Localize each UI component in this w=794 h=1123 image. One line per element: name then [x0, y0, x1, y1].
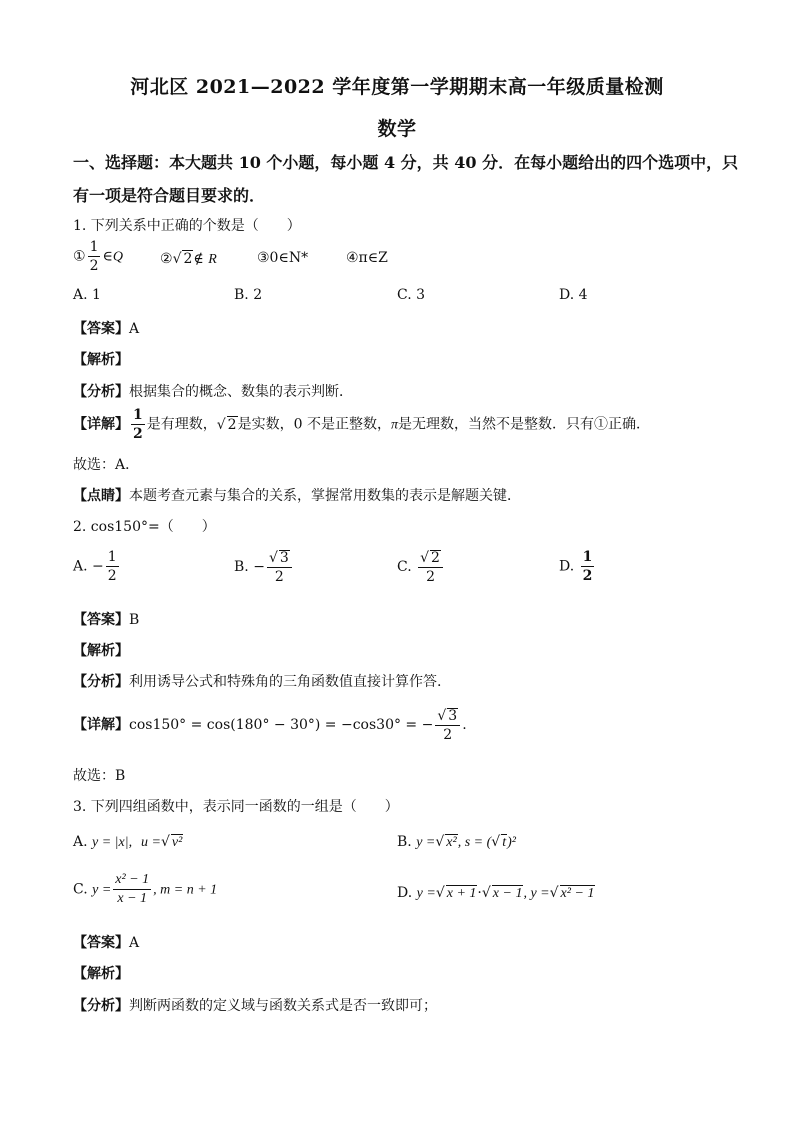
q3-answer [73, 932, 139, 952]
denominator: 2 [426, 569, 435, 585]
fraction [106, 550, 119, 583]
numerator [435, 708, 460, 726]
minus-sign: − [253, 559, 265, 575]
q1-option-c: C. 3 [397, 287, 426, 303]
q2-analysis-tag: 【解析】 [73, 643, 129, 659]
section-heading-line1: 一、选择题：本大题共 10 个小题，每小题 4 分，共 40 分．在每小题给出的四个选项中，只 [73, 153, 739, 172]
pi-symbol: π [390, 417, 398, 433]
radicand: x² − 1 [560, 886, 595, 901]
fraction [581, 550, 595, 583]
sqrt-symbol: √ [172, 251, 182, 267]
q1-answer [73, 318, 139, 338]
q1-fenxi [73, 381, 353, 401]
expr: y = [416, 835, 436, 850]
fraction [88, 240, 101, 273]
radicand: v² [171, 835, 183, 850]
expr: )² [507, 835, 516, 850]
fraction [113, 873, 151, 906]
set-symbol: R [208, 252, 217, 267]
radicand: x² [446, 835, 457, 850]
detail-tag: 【详解】 [73, 717, 129, 733]
q3-fenxi [73, 995, 437, 1015]
numerator: 1 [89, 239, 99, 255]
q2-option-d [559, 550, 596, 583]
q1-comment [73, 485, 521, 505]
q1-statement-4: ④π∈Z [346, 250, 388, 266]
detail-text-a: 是有理数， [146, 416, 217, 433]
answer-tag: 【答案】 [73, 612, 129, 628]
q3-option-d [397, 885, 595, 902]
relation: ∈ [102, 248, 113, 265]
radicand: 3 [279, 550, 289, 566]
q1-stem: 1. 下列关系中正确的个数是（ ） [73, 218, 301, 234]
numerator [418, 550, 443, 568]
option-label: C. [397, 559, 412, 575]
set-symbol: Q [112, 249, 123, 265]
option-label: D. [397, 885, 413, 901]
sqrt-symbol: √ [437, 708, 447, 724]
detail-text-b: 是实数，0 不是正整数， [237, 416, 391, 433]
sqrt-symbol: √ [435, 885, 445, 901]
sqrt-symbol: √ [435, 834, 445, 850]
q2-option-b [234, 550, 294, 584]
dot: · [477, 885, 482, 901]
option-label: D. [559, 558, 575, 575]
fraction [131, 408, 145, 441]
answer-tag: 【答案】 [73, 321, 129, 337]
detail-tag: 【详解】 [73, 416, 129, 433]
answer-value: B [129, 612, 140, 628]
fenxi-tag: 【分析】 [73, 998, 129, 1014]
q1-statement-3: ③0∈N* [257, 250, 309, 266]
answer-value: A [129, 321, 140, 337]
q1-option-b: B. 2 [234, 287, 263, 303]
option-label: A. [73, 558, 88, 575]
answer-tag: 【答案】 [73, 935, 129, 951]
exam-title: 河北区 2021—2022 学年度第一学期期末高一年级质量检测 [130, 76, 664, 98]
detail-expression: cos150° = cos(180° − 30°) = −cos30° = − [129, 717, 434, 733]
q2-option-c [397, 550, 445, 584]
expr: , s = ( [457, 835, 492, 850]
numerator: x² − 1 [113, 873, 151, 890]
option-label: B. [397, 834, 412, 850]
q1-s2-prefix: ② [160, 251, 173, 267]
q2-choose: 故选：B [73, 768, 126, 784]
denominator: 2 [582, 568, 593, 584]
expr: , y = [523, 886, 550, 901]
fenxi-tag: 【分析】 [73, 384, 129, 400]
subject-title: 数学 [377, 118, 417, 140]
q3-option-b [397, 834, 516, 851]
fenxi-text: 判断两函数的定义域与函数关系式是否一致即可； [129, 998, 437, 1014]
sqrt-symbol: √ [420, 550, 430, 566]
sqrt-symbol: √ [160, 834, 170, 850]
fenxi-text: 根据集合的概念、数集的表示判断． [129, 384, 353, 400]
fenxi-text: 利用诱导公式和特殊角的三角函数值直接计算作答. [129, 674, 442, 690]
expr: u = [141, 835, 161, 850]
denominator: 2 [89, 258, 99, 274]
denominator: 2 [274, 569, 284, 585]
fenxi-tag: 【分析】 [73, 674, 129, 690]
relation: ∉ [193, 251, 204, 267]
radicand: x + 1 [446, 886, 477, 901]
fraction [435, 708, 460, 742]
comment-tag: 【点睛】 [73, 488, 129, 504]
sqrt-symbol: √ [216, 416, 226, 433]
sqrt-symbol: √ [268, 550, 278, 566]
sqrt-symbol: √ [491, 834, 501, 850]
numerator: 1 [582, 549, 593, 565]
fraction [267, 550, 292, 584]
numerator: 1 [133, 407, 143, 423]
q1-option-d: D. 4 [559, 287, 588, 303]
q1-statement-2 [160, 250, 217, 268]
expr: y = [92, 882, 112, 898]
q1-statement-1 [73, 240, 123, 273]
fraction [418, 550, 443, 584]
radicand: 2 [227, 416, 237, 433]
minus-sign: − [92, 558, 104, 575]
radicand: x − 1 [492, 886, 523, 901]
expr: y = |x|, [92, 835, 133, 850]
numerator: 1 [107, 549, 117, 565]
sqrt-symbol: √ [549, 885, 559, 901]
option-label: A. [73, 834, 88, 850]
q2-answer [73, 609, 139, 629]
comment-text: 本题考查元素与集合的关系，掌握常用数集的表示是解题关键． [129, 488, 521, 504]
option-label: C. [73, 881, 88, 898]
radicand: 3 [448, 708, 458, 724]
q2-detail: 【详解】cos150° = cos(180° − 30°) = −cos30° = − $\frac{√ 3}{2}$ . [73, 708, 467, 743]
numerator [267, 550, 292, 568]
q2-fenxi [73, 671, 441, 691]
radicand: 2 [183, 251, 193, 267]
q1-detail [73, 408, 650, 441]
denominator: 2 [133, 426, 143, 442]
option-label: B. [234, 559, 249, 575]
expr: y = [416, 886, 436, 901]
q3-analysis-tag: 【解析】 [73, 966, 129, 982]
q2-option-a [73, 550, 121, 583]
q1-choose: 故选：A． [73, 457, 140, 473]
detail-text-c: 是无理数，当然不是整数．只有①正确． [397, 416, 650, 433]
section-heading-line2: 有一项是符合题目要求的． [73, 186, 266, 205]
answer-value: A [129, 935, 140, 951]
denominator: 2 [107, 568, 117, 584]
denominator: x − 1 [117, 891, 148, 906]
q3-option-c [73, 873, 217, 906]
radicand: 2 [431, 550, 440, 566]
q3-option-a [73, 834, 183, 851]
expr: , m = n + 1 [153, 882, 218, 898]
q1-s1-prefix: ① [73, 248, 86, 265]
denominator: 2 [443, 727, 453, 743]
q2-stem: 2. cos150°=（ ） [73, 519, 216, 535]
q3-stem: 3. 下列四组函数中，表示同一函数的一组是（ ） [73, 799, 399, 815]
q1-analysis-tag: 【解析】 [73, 352, 129, 368]
q1-option-a: A. 1 [73, 287, 101, 303]
sqrt-symbol: √ [481, 885, 491, 901]
radicand: t [502, 835, 507, 850]
